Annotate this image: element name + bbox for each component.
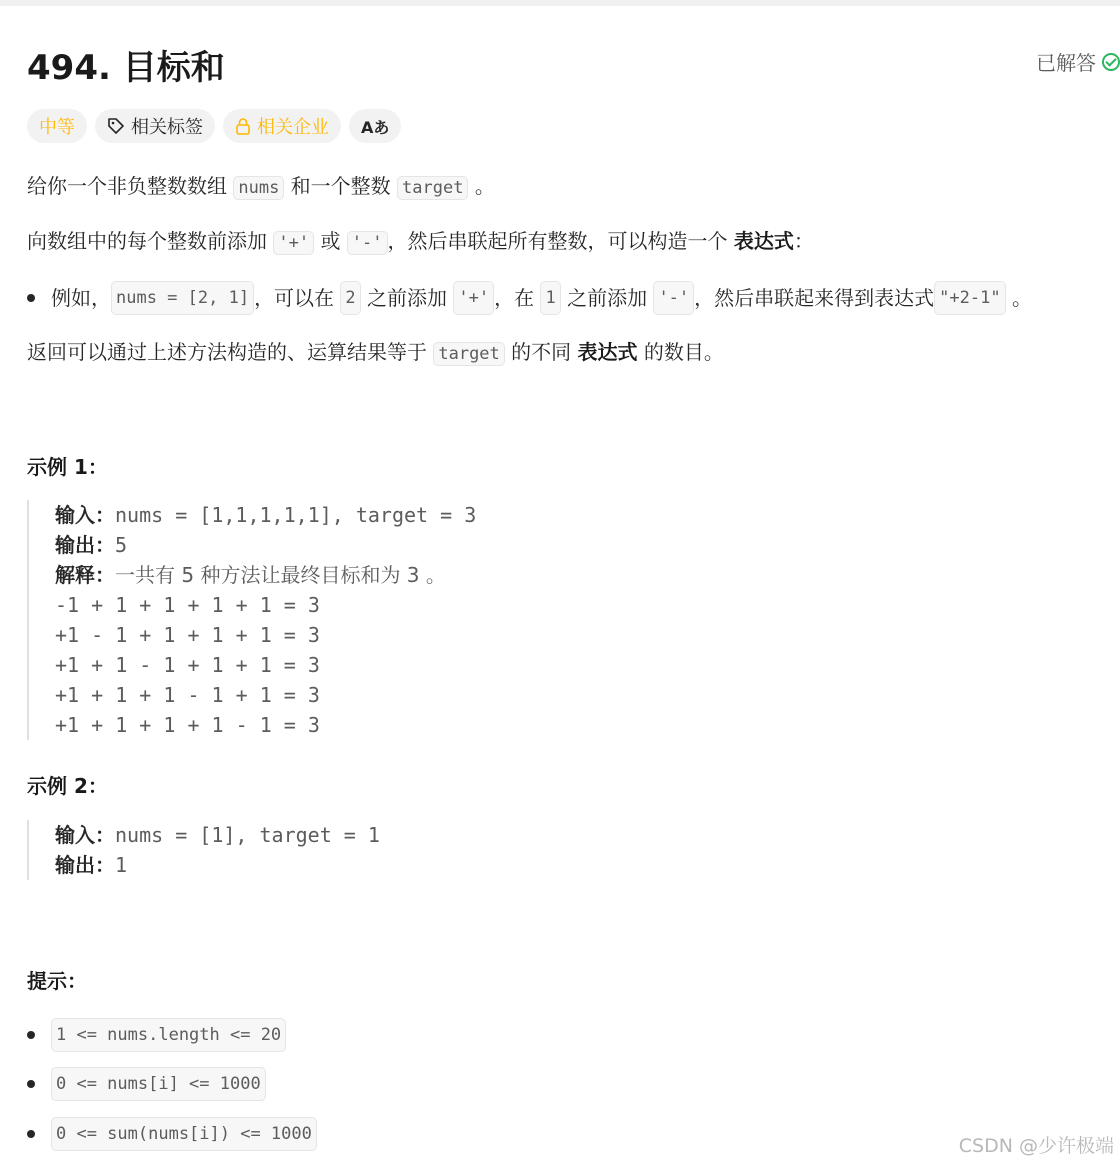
solved-label: 已解答	[1036, 51, 1096, 75]
bullet-dot	[27, 1130, 35, 1138]
bullet-dot	[27, 1080, 35, 1088]
tag-icon	[107, 117, 125, 135]
bullet-dot	[27, 1031, 35, 1039]
inline-code: target	[433, 342, 504, 366]
tag-bar	[27, 109, 401, 143]
inline-code: nums = [2, 1]	[111, 281, 254, 315]
inline-code: '-'	[347, 231, 388, 255]
translate-button[interactable]	[349, 109, 401, 143]
desc-bullet: 例如， nums = [2, 1] ，可以在 2 之前添加 '+' ，在 1 之前添加 '-' ，然后串联起来得到表达式 "+2-1" 。	[27, 281, 1032, 315]
example-line: +1 - 1 + 1 + 1 + 1 = 3	[55, 623, 320, 647]
inline-code: target	[397, 176, 468, 200]
inline-code: "+2-1"	[934, 281, 1005, 315]
top-divider	[0, 0, 1120, 6]
inline-code: '-'	[653, 281, 694, 315]
inline-code: '+'	[273, 231, 314, 255]
hint-item: 1 <= nums.length <= 20	[27, 1018, 286, 1052]
example-2-output: 1	[115, 853, 128, 877]
example-line: +1 + 1 + 1 - 1 + 1 = 3	[55, 683, 320, 707]
related-tags-label: 相关标签	[131, 117, 203, 138]
hint-item: 0 <= sum(nums[i]) <= 1000	[27, 1117, 317, 1151]
example-2-input: nums = [1], target = 1	[115, 823, 380, 847]
inline-code: nums	[233, 176, 284, 200]
desc-paragraph-3: 返回可以通过上述方法构造的、运算结果等于 target 的不同 表达式 的数目。	[27, 340, 724, 364]
desc-paragraph-1: 给你一个非负整数数组 nums 和一个整数 target 。	[27, 174, 495, 198]
problem-title[interactable]: 494. 目标和	[27, 48, 225, 88]
desc-paragraph-2: 向数组中的每个整数前添加 '+' 或 '-' ，然后串联起所有整数，可以构造一个 表达式：	[27, 229, 814, 253]
example-2-block: 输入：nums = [1], target = 1 输出：1	[27, 820, 380, 880]
example-1-explain: 一共有 5 种方法让最终目标和为 3 。	[115, 563, 446, 587]
watermark: CSDN @少许极端	[958, 1135, 1114, 1157]
example-1-heading: 示例 1：	[27, 455, 108, 479]
example-1-block: 输入：nums = [1,1,1,1,1], target = 3 输出：5 解释：一共有 5 种方法让最终目标和为 3 。 -1 + 1 + 1 + 1 + 1 = 3 +1 - 1 + 1 + 1 + 1 = 3 +1 + 1 - 1 + 1 + 1 = 3 +1 + 1 + 1 - 1 + 1 = 3 +1 + 1 + 1 + 1 - 1 = 3	[27, 500, 476, 740]
example-1-output: 5	[115, 533, 128, 557]
inline-code: 1	[540, 281, 560, 315]
translate-icon: Aあ	[361, 117, 390, 137]
lock-icon	[235, 117, 251, 135]
example-2-heading: 示例 2：	[27, 774, 108, 798]
solved-status	[1036, 47, 1120, 76]
inline-code: '+'	[453, 281, 494, 315]
check-circle-icon	[1102, 53, 1120, 71]
example-line: +1 + 1 + 1 + 1 - 1 = 3	[55, 713, 320, 737]
example-line: -1 + 1 + 1 + 1 + 1 = 3	[55, 593, 320, 617]
bullet-dot	[27, 294, 35, 302]
difficulty-badge	[27, 109, 87, 143]
related-companies-button[interactable]	[223, 109, 341, 143]
difficulty-label: 中等	[39, 117, 75, 138]
inline-code: 2	[340, 281, 360, 315]
example-line: +1 + 1 - 1 + 1 + 1 = 3	[55, 653, 320, 677]
related-tags-button[interactable]	[95, 109, 215, 143]
hint-item: 0 <= nums[i] <= 1000	[27, 1067, 266, 1101]
hints-heading: 提示：	[27, 969, 87, 993]
related-companies-label: 相关企业	[257, 117, 329, 138]
example-1-input: nums = [1,1,1,1,1], target = 3	[115, 503, 477, 527]
